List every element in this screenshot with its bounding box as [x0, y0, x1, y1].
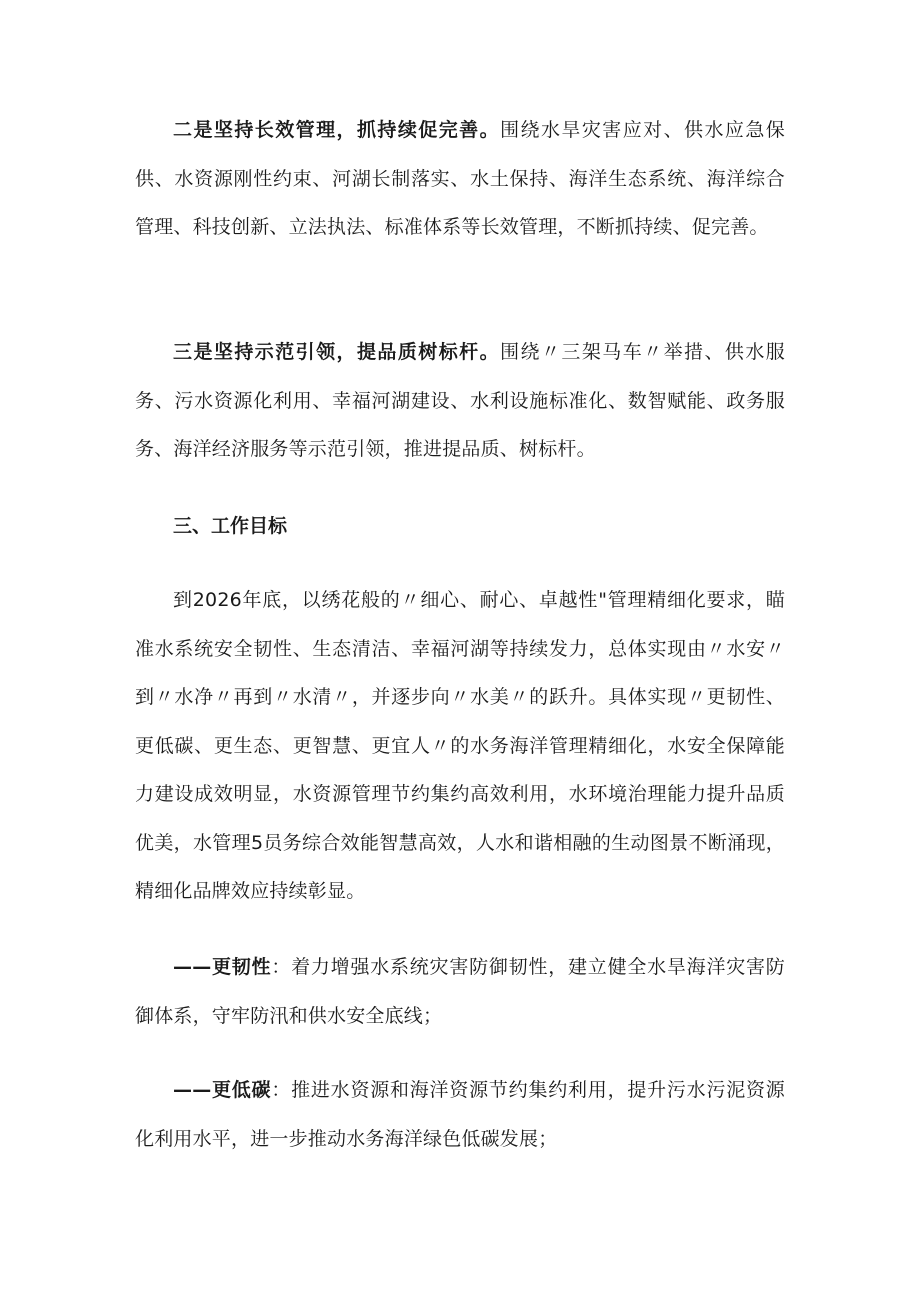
goal-paragraph: 到2026年底，以绣花般的〃细心、耐心、卓越性"管理精细化要求，瞄准水系统安全韧性、生态清洁、幸福河湖等持续发力，总体实现由〃水安〃到〃水净〃再到〃水清〃，并逐步向〃水美〃的跃升。具体实现〃更韧性、更低碳、更生态、更智慧、更宜人〃的水务海洋管理精细化，水安全保障能力建设成效明显，水资源管理节约集约高效利用，水环境治理能力提升品质优美，水管理5员务综合效能智慧高效，人水和谐相融的生动图景不断涌现，精细化品牌效应持续彰显。	[135, 589, 785, 902]
goal-item-lead: ——更韧性	[173, 956, 272, 978]
section-heading: 三、工作目标	[173, 515, 288, 537]
paragraph-lead: 三是坚持示范引领，提品质树标杆。	[173, 341, 501, 363]
paragraph-lead: 二是坚持长效管理，抓持续促完善。	[173, 119, 501, 141]
goal-item-lead: ——更低碳	[173, 1079, 272, 1101]
goal-item-body: ：推进水资源和海洋资源节约集约利用，提升污水污泥资源化利用水平，进一步推动水务海洋绿色低碳发展；	[135, 1079, 785, 1150]
goal-item-resilience	[135, 943, 785, 1040]
paragraph-body: 围绕〃三架马车〃举措、供水服务、污水资源化利用、幸福河湖建设、水利设施标准化、数智赋能、政务服务、海洋经济服务等示范引领，推进提品质、树标杆。	[135, 341, 785, 460]
paragraph-body: 围绕水旱灾害应对、供水应急保供、水资源刚性约束、河湖长制落实、水土保持、海洋生态系统、海洋综合管理、科技创新、立法执法、标准体系等长效管理，不断抓持续、促完善。	[135, 119, 785, 238]
paragraph-demonstration-leading	[135, 328, 785, 474]
goal-item-body: ：着力增强水系统灾害防御韧性，建立健全水旱海洋灾害防御体系，守牢防汛和供水安全底线；	[135, 956, 785, 1027]
goal-item-low-carbon	[135, 1066, 785, 1163]
paragraph-long-term-management	[135, 106, 785, 252]
